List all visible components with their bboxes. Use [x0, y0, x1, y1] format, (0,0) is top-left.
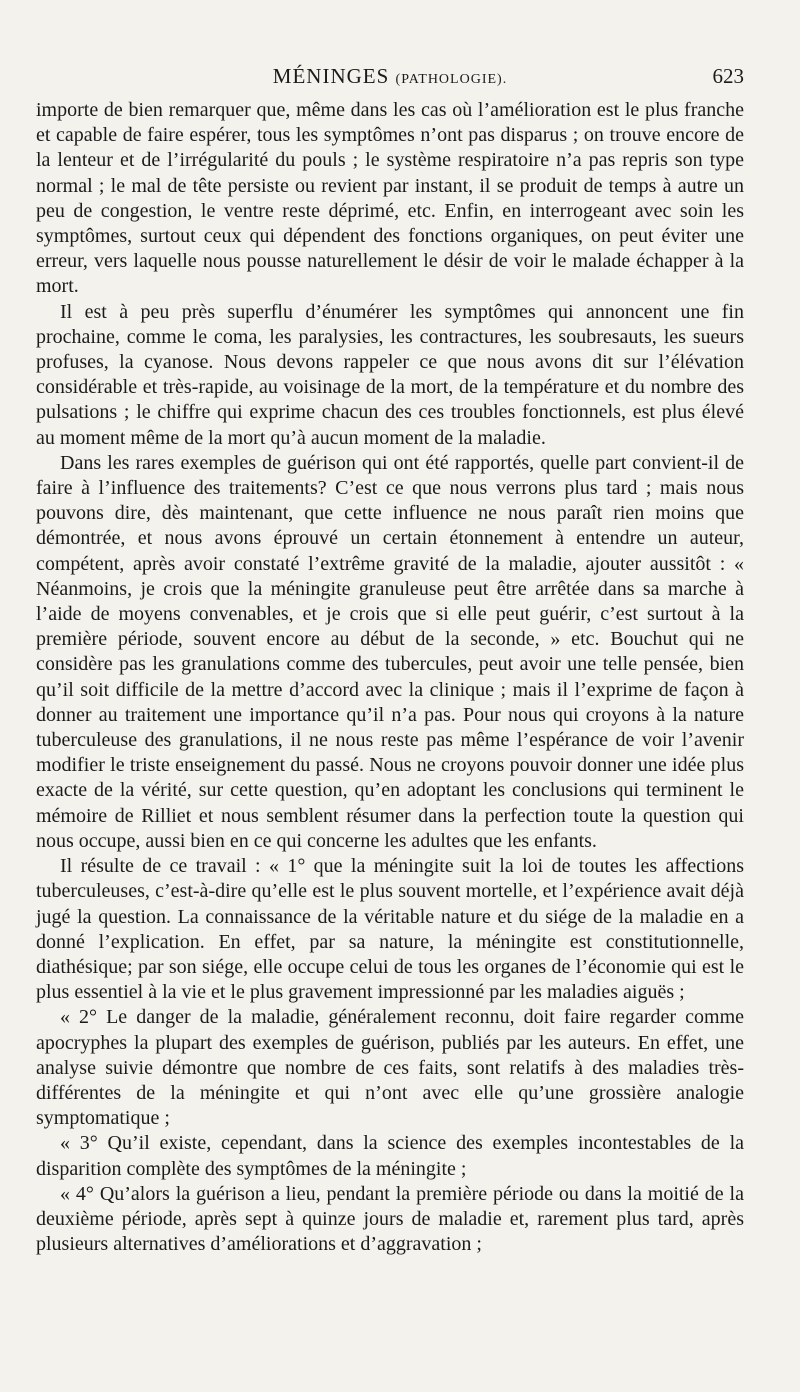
- paragraph-3: Dans les rares exemples de guérison qui ont été rapportés, quelle part convient-il de faire à l’influence des traitements? C’est ce que nous verrons plus tard ; mais nous pouvons dire, dès maintenant, que cette influence ne nous paraît rien moins que démontrée, et nous avons éprouvé un certain étonnement à entendre un auteur, compétent, après avoir constaté l’extrême gravité de la maladie, ajouter aussitôt : « Néanmoins, je crois que la méningite granuleuse peut être arrêtée dans sa marche à l’aide de moyens convenables, et je crois que si elle peut guérir, c’est surtout à la première période, souvent encore au début de la seconde, » etc. Bouchut qui ne considère pas les granulations comme des tubercules, peut avoir une telle pensée, bien qu’il soit difficile de la mettre d’accord avec la clinique ; mais il l’exprime de façon à donner au traitement une importance qu’il n’a pas. Pour nous qui croyons à la nature tuberculeuse des granulations, il ne nous reste pas même l’espérance de voir l’avenir modifier le triste enseignement du passé. Nous ne croyons pouvoir donner une idée plus exacte de la vérité, sur cette question, qu’en adoptant les conclusions qui terminent le mémoire de Rilliet et nous semblent résumer dans la perfection toute la question qui nous occupe, aussi bien en ce qui concerne les adultes que les enfants.: [36, 451, 744, 852]
- paragraph-1: importe de bien remarquer que, même dans les cas où l’amélioration est le plus franche et capable de faire espérer, tous les symptômes n’ont pas disparus ; on trouve encore de la lenteur et de l’irrégularité du pouls ; le système respiratoire n’a pas repris son type normal ; le mal de tête persiste ou revient par instant, il se produit de temps à autre un peu de congestion, le ventre reste déprimé, etc. Enfin, en interrogeant avec soin les symptômes, surtout ceux qui dépendent des fonctions organiques, on peut éviter une erreur, vers laquelle nous pousse naturellement le désir de voir le malade échapper à la mort.: [36, 99, 744, 298]
- running-title: [36, 64, 744, 89]
- running-title-subtitle: (PATHOLOGIE).: [395, 72, 508, 87]
- page-number: 623: [712, 64, 744, 88]
- paragraph-5: « 2° Le danger de la maladie, généralement reconnu, doit faire regarder comme apocryphes la plupart des exemples de guérison, publiés par les auteurs. En effet, une analyse suivie démontre que nombre de ces faits, sont relatifs à des maladies très-différentes de la méningite et qui n’ont avec elle qu’une grossière analogie symptomatique ;: [36, 1006, 744, 1130]
- paragraph-7: « 4° Qu’alors la guérison a lieu, pendant la première période ou dans la moitié de la deuxième période, après sept à quinze jours de maladie et, rarement plus tard, après plusieurs alternatives d’améliorations et d’aggravation ;: [36, 1182, 744, 1256]
- paragraph-2: Il est à peu près superflu d’énumérer les symptômes qui annoncent une fin prochaine, comme le coma, les paralysies, les contractures, les soubresauts, les sueurs profuses, la cyanose. Nous devons rappeler ce que nous avons dit sur l’élévation considérable et très-rapide, au voisinage de la mort, de la température et du nombre des pulsations ; le chiffre qui exprime chacun des ces troubles fonctionnels, est plus élevé au moment même de la mort qu’à aucun moment de la maladie.: [36, 300, 744, 449]
- paragraph-6: « 3° Qu’il existe, cependant, dans la science des exemples incontestables de la disparition complète des symptômes de la méningite ;: [36, 1132, 744, 1180]
- page-header: [36, 64, 744, 92]
- body-text: [36, 98, 744, 1257]
- running-title-main: MÉNINGES: [272, 64, 390, 88]
- paragraph-4: Il résulte de ce travail : « 1° que la méningite suit la loi de toutes les affections tuberculeuses, c’est-à-dire qu’elle est le plus souvent mortelle, et l’expérience avait déjà jugé la question. La connaissance de la véritable nature et du siége de la maladie en a donné l’explication. En effet, par sa nature, la méningite est constitutionnelle, diathésique; par son siége, elle occupe celui de tous les organes de l’économie qui est le plus essentiel à la vie et le plus gravement impressionné par les maladies aiguës ;: [36, 855, 744, 1004]
